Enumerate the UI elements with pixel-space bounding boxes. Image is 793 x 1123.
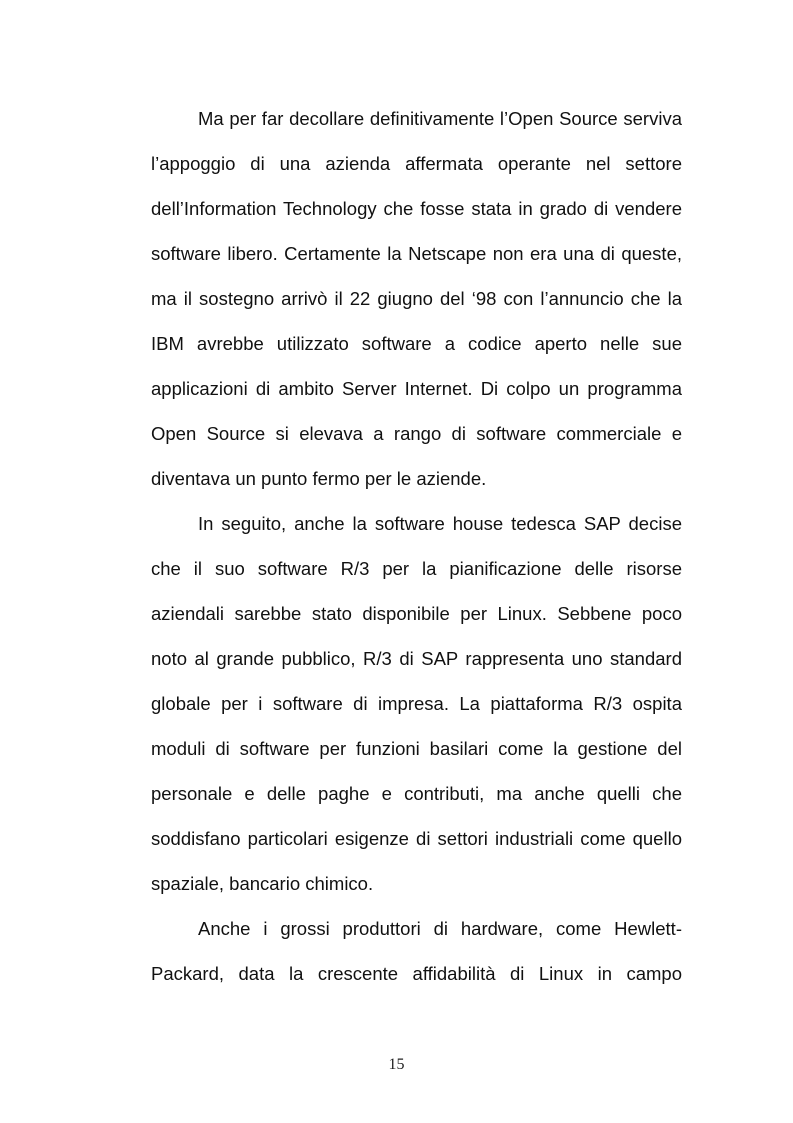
paragraph-1-line-2: l’appoggio di una azienda affermata operante nel settore xyxy=(151,153,682,174)
paragraph-2-line-5: globale per i software di impresa. La piattaforma R/3 ospita xyxy=(151,693,682,714)
paragraph-1-line-6: IBM avrebbe utilizzato software a codice aperto nelle sue xyxy=(151,333,682,354)
paragraph-2-line-6: moduli di software per funzioni basilari come la gestione del xyxy=(151,738,682,759)
paragraph-2-line-8: soddisfano particolari esigenze di settori industriali come quello xyxy=(151,828,682,849)
paragraph-2-line-2: che il suo software R/3 per la pianificazione delle risorse xyxy=(151,558,682,579)
paragraph-2-line-7: personale e delle paghe e contributi, ma anche quelli che xyxy=(151,783,682,804)
paragraph-2-line-4: noto al grande pubblico, R/3 di SAP rappresenta uno standard xyxy=(151,648,682,669)
paragraph-2-line-9: spaziale, bancario chimico. xyxy=(151,873,374,894)
paragraph-2-line-3: aziendali sarebbe stato disponibile per Linux. Sebbene poco xyxy=(151,603,682,624)
paragraph-1-line-7: applicazioni di ambito Server Internet. Di colpo un programma xyxy=(151,378,682,399)
paragraph-1-line-5: ma il sostegno arrivò il 22 giugno del ‘98 con l’annuncio che la xyxy=(151,288,682,309)
paragraph-3-line-2: Packard, data la crescente affidabilità di Linux in campo xyxy=(151,963,682,984)
paragraph-3-line-1: Anche i grossi produttori di hardware, come Hewlett- xyxy=(198,918,682,939)
paragraph-1-line-3: dell’Information Technology che fosse stata in grado di vendere xyxy=(151,198,682,219)
paragraph-1-line-8: Open Source si elevava a rango di software commerciale e xyxy=(151,423,682,444)
paragraph-1-line-4: software libero. Certamente la Netscape non era una di queste, xyxy=(151,243,682,264)
paragraph-1-line-9: diventava un punto fermo per le aziende. xyxy=(151,468,487,489)
paragraph-1-line-1: Ma per far decollare definitivamente l’Open Source serviva xyxy=(198,108,682,129)
page-number: 15 xyxy=(388,1056,405,1073)
paragraph-2-line-1: In seguito, anche la software house tedesca SAP decise xyxy=(198,513,682,534)
